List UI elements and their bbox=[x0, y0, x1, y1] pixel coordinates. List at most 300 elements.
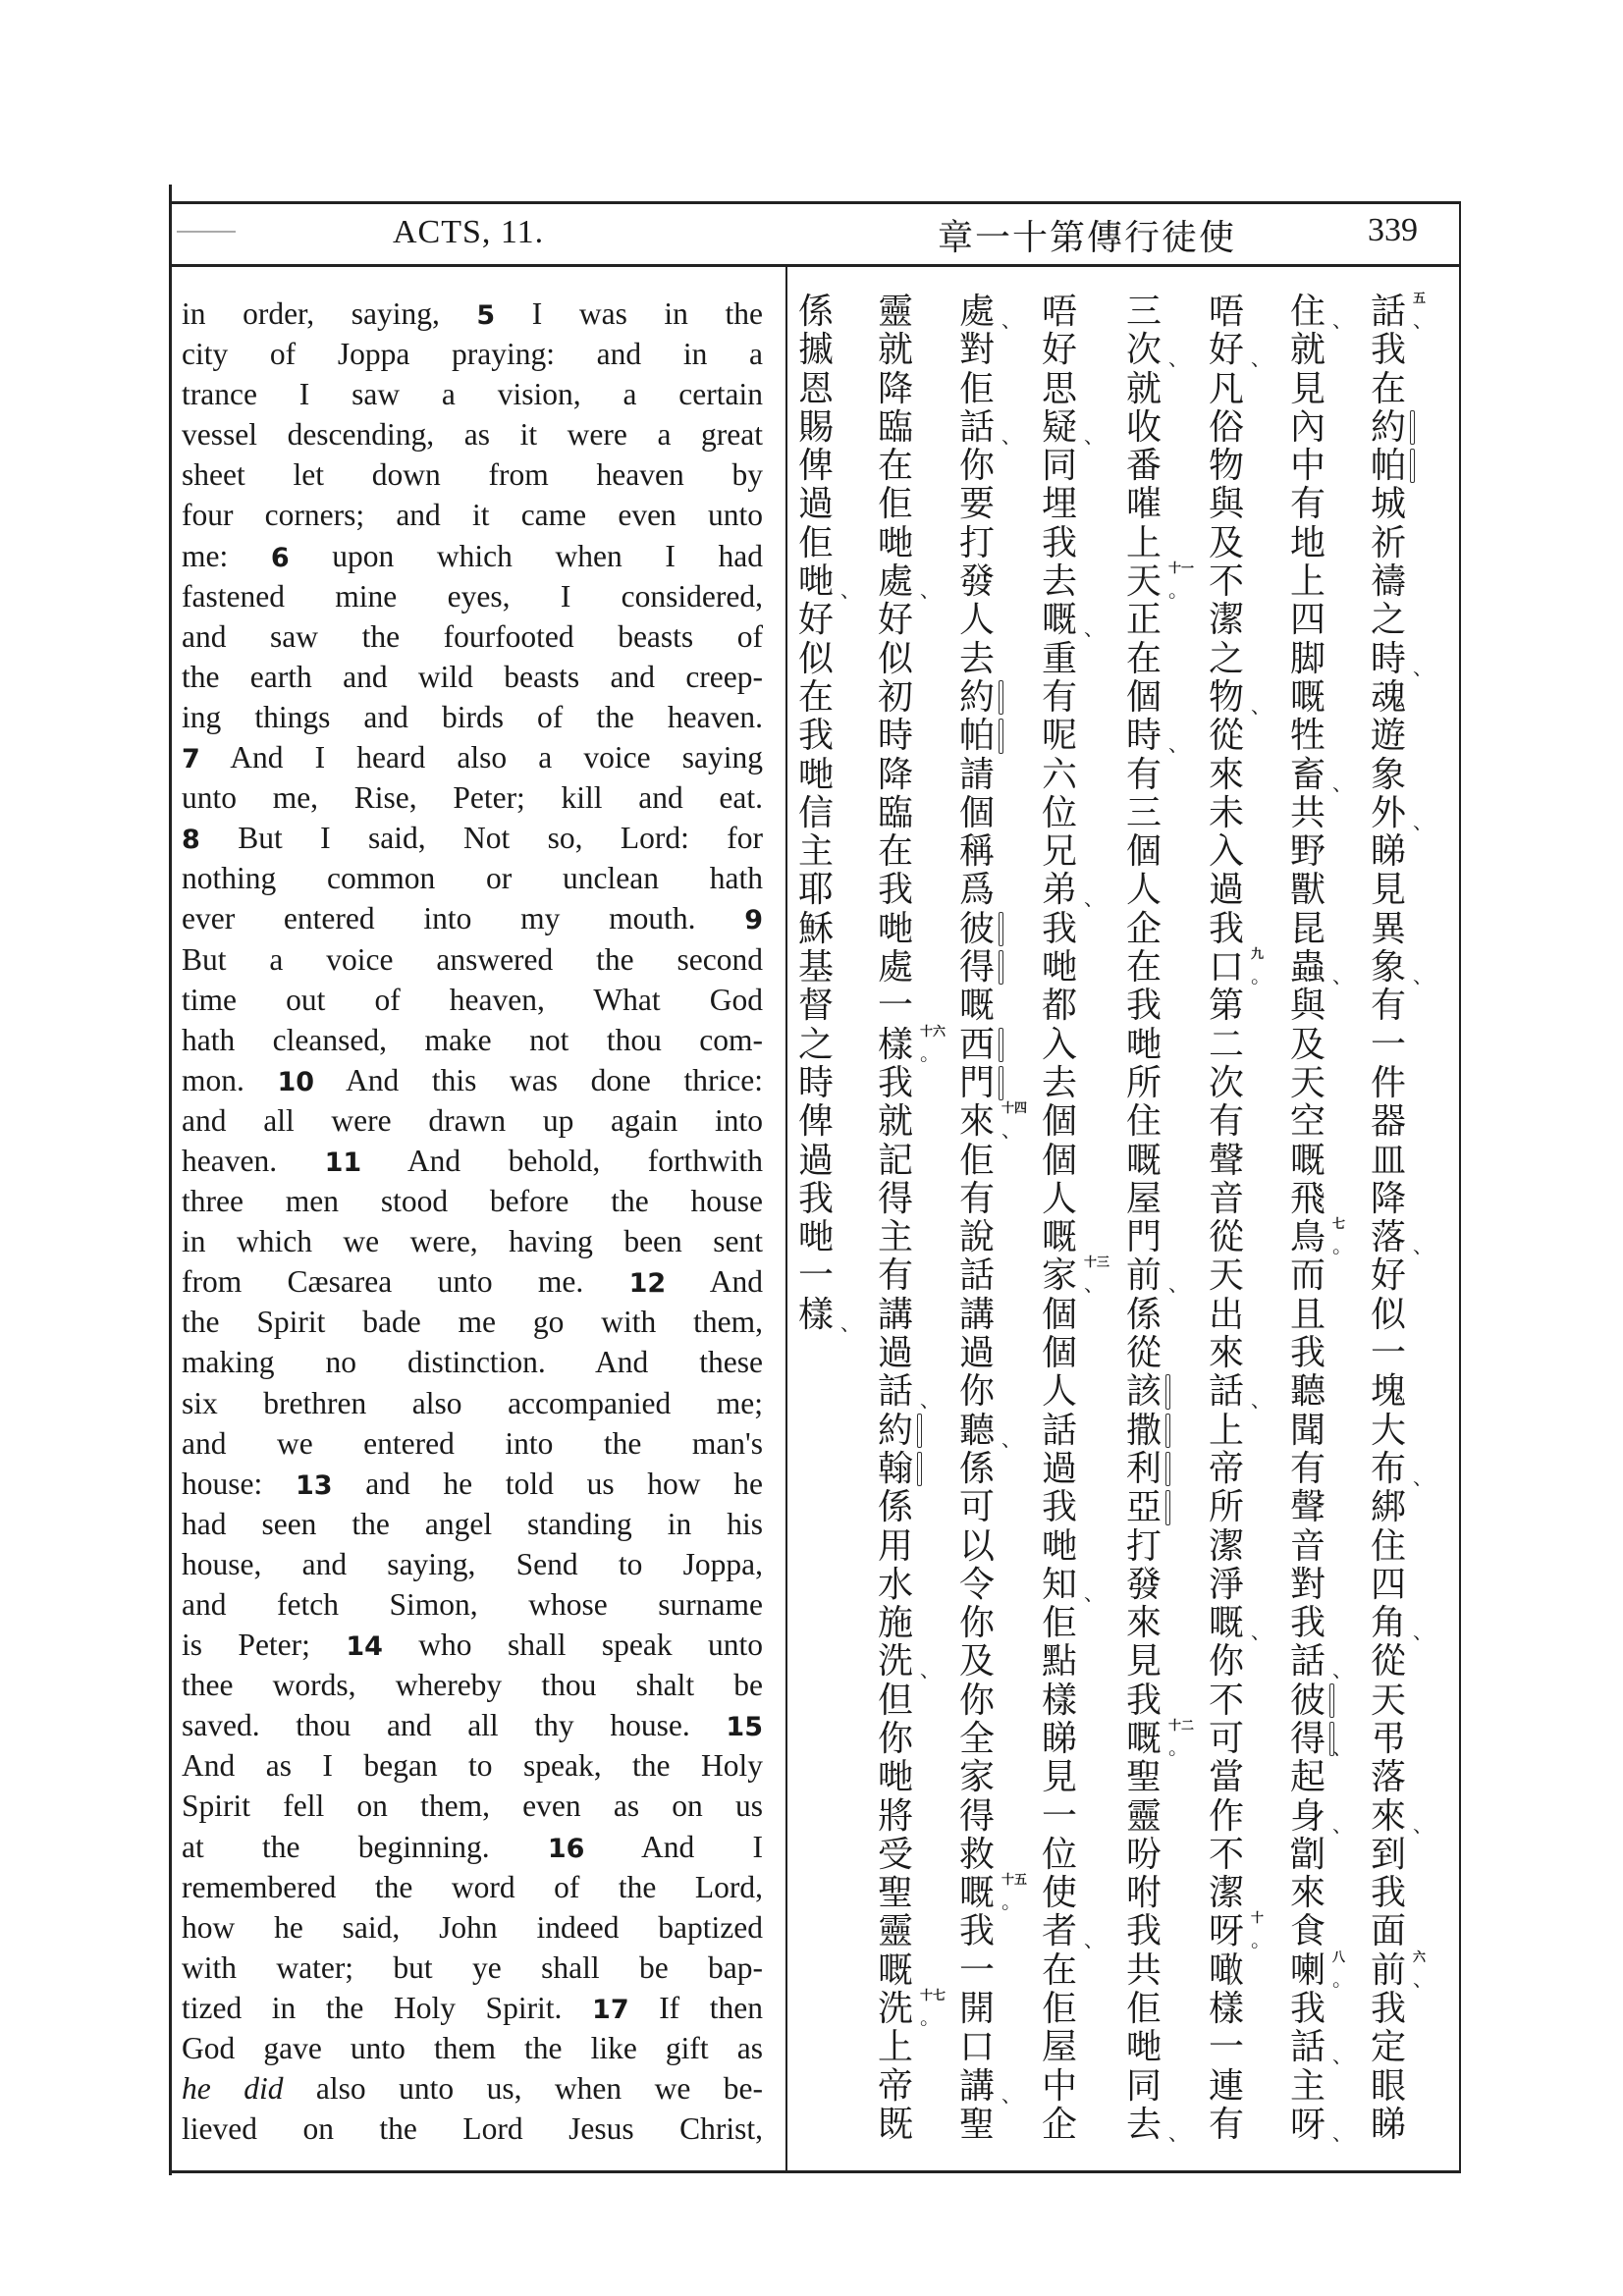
chinese-char: 噉 bbox=[1208, 1949, 1244, 1991]
punctuation: 。 bbox=[920, 2005, 940, 2030]
proper-name-char: 該 bbox=[1123, 1372, 1164, 1411]
text-line bbox=[182, 495, 763, 535]
punctuation: 、 bbox=[1168, 2120, 1188, 2145]
punctuation: 、 bbox=[1251, 347, 1271, 371]
chinese-char: 主 bbox=[877, 1217, 913, 1258]
chinese-char: 哋 bbox=[1041, 947, 1077, 988]
chinese-char: 件 bbox=[1370, 1062, 1406, 1103]
chinese-char: 去 bbox=[1041, 1062, 1077, 1103]
chinese-char: 用 bbox=[877, 1525, 913, 1567]
chinese-char: 弟 、 bbox=[1041, 870, 1104, 911]
chinese-char: 救 bbox=[958, 1834, 995, 1875]
chinese-char: 個 bbox=[958, 792, 995, 833]
chinese-char: 得 bbox=[958, 1795, 995, 1837]
chinese-char: 賜 bbox=[797, 406, 834, 448]
chinese-char: 嘅 。 十二 bbox=[1125, 1718, 1195, 1759]
text-line bbox=[182, 374, 763, 414]
text-line bbox=[182, 1060, 763, 1100]
text-run: with water; but ye shall be bap- bbox=[182, 1949, 763, 1985]
text-line bbox=[182, 294, 763, 334]
chinese-char: 落 bbox=[1370, 1757, 1406, 1798]
chinese-char: 話 bbox=[958, 1255, 995, 1297]
text-run: at the beginning. bbox=[182, 1829, 548, 1864]
chinese-char: 人 bbox=[1041, 1178, 1077, 1219]
chinese-char: 入 bbox=[1208, 831, 1244, 873]
chinese-char: 話 、 bbox=[877, 1371, 940, 1413]
chinese-char: 中 bbox=[1289, 446, 1325, 487]
chinese-char: 有 bbox=[1370, 986, 1406, 1027]
chinese-char: 督 bbox=[797, 986, 834, 1027]
punctuation: 、 bbox=[1413, 1812, 1433, 1837]
text-run: the Spirit bade me go with them, bbox=[182, 1305, 763, 1340]
text-run: had seen the angel standing in his bbox=[182, 1506, 763, 1541]
chinese-column bbox=[1287, 292, 1352, 2145]
text-run: and we entered into the man's bbox=[182, 1425, 763, 1461]
chinese-char: 在 bbox=[877, 446, 913, 487]
chinese-char: 佢 bbox=[797, 522, 834, 563]
chinese-char: 靈 bbox=[1125, 1795, 1162, 1837]
chinese-char: 都 bbox=[1041, 986, 1077, 1027]
chinese-char: 者 、 bbox=[1041, 1911, 1104, 1952]
verse-number: 7 bbox=[182, 744, 200, 775]
punctuation: 、 bbox=[1413, 1620, 1433, 1644]
punctuation: 。 bbox=[1001, 1890, 1021, 1914]
chinese-char: 所 bbox=[1125, 1062, 1162, 1103]
chinese-char: 外 、 bbox=[1370, 792, 1433, 833]
chinese-char: 人 bbox=[1041, 1371, 1077, 1413]
chinese-char: 係 bbox=[958, 1448, 995, 1489]
chinese-char: 一 bbox=[1041, 1795, 1077, 1837]
chinese-char: 打 bbox=[958, 522, 995, 563]
chinese-char: 嘅 bbox=[958, 986, 995, 1027]
punctuation: 、 bbox=[1084, 1272, 1104, 1297]
chinese-char: 好 bbox=[877, 600, 913, 641]
chinese-char: 見 bbox=[1370, 870, 1406, 911]
chinese-char: 耶 bbox=[797, 870, 834, 911]
chinese-char: 野 bbox=[1289, 831, 1325, 873]
chinese-char: 地 bbox=[1289, 522, 1325, 563]
text-line bbox=[182, 1988, 763, 2028]
punctuation: 、 bbox=[1168, 347, 1188, 371]
chinese-char: 當 bbox=[1208, 1757, 1244, 1798]
chinese-char: 佢 bbox=[877, 484, 913, 525]
chinese-char: 祈 bbox=[1370, 522, 1406, 563]
chinese-char: 哋 bbox=[877, 908, 913, 949]
text-line bbox=[182, 1625, 763, 1665]
chinese-char: 音 bbox=[1208, 1178, 1244, 1219]
chinese-char: 臨 bbox=[877, 792, 913, 833]
verse-marker: 十五 bbox=[1001, 1873, 1028, 1889]
chinese-char: 呀 、 bbox=[1289, 2104, 1352, 2145]
proper-name-char: 約 bbox=[875, 1412, 916, 1450]
proper-name-char: 西 bbox=[956, 1026, 998, 1064]
chinese-char: 我 bbox=[1370, 1873, 1406, 1914]
punctuation: 、 bbox=[1332, 308, 1352, 332]
chinese-char: 皿 bbox=[1370, 1140, 1406, 1181]
chinese-char: 有 bbox=[1041, 676, 1077, 718]
chinese-char: 之 bbox=[1208, 638, 1244, 679]
chinese-char: 我 bbox=[1370, 330, 1406, 371]
chinese-char: 而 bbox=[1289, 1255, 1325, 1297]
punctuation: 、 bbox=[1001, 308, 1021, 332]
chinese-char: 時 、 bbox=[1370, 638, 1433, 679]
chinese-char: 點 bbox=[1041, 1641, 1077, 1682]
chinese-char: 一 bbox=[1370, 1024, 1406, 1065]
chinese-char: 處 、 bbox=[958, 292, 1021, 332]
proper-name-char: 彼 bbox=[956, 910, 998, 948]
chinese-char: 作 bbox=[1208, 1795, 1244, 1837]
text-line bbox=[182, 1342, 763, 1382]
chinese-char: 及 bbox=[958, 1641, 995, 1682]
chinese-char: 睇 bbox=[1370, 831, 1406, 873]
chinese-char: 樣 bbox=[1041, 1680, 1077, 1721]
verse-marker: 十七 bbox=[920, 1989, 947, 2004]
chinese-char: 出 bbox=[1208, 1294, 1244, 1335]
chinese-char: 天 bbox=[1208, 1255, 1244, 1297]
text-run: vessel descending, as it were a great bbox=[182, 417, 763, 453]
chinese-char: 弔 bbox=[1370, 1718, 1406, 1759]
text-run: If then bbox=[628, 1990, 763, 2025]
chinese-char: 我 bbox=[1041, 522, 1077, 563]
chinese-char: 大 bbox=[1370, 1410, 1406, 1451]
chinese-char: 住 、 bbox=[1289, 292, 1352, 332]
chinese-char: 就 bbox=[877, 330, 913, 371]
chinese-char: 我 bbox=[1289, 1333, 1325, 1374]
chinese-char: 將 bbox=[877, 1795, 913, 1837]
chinese-char: 可 bbox=[1208, 1718, 1244, 1759]
chinese-char: 天 bbox=[1370, 1680, 1406, 1721]
punctuation: 。 bbox=[1332, 1234, 1352, 1258]
chinese-char: 靈 bbox=[877, 1911, 913, 1952]
chinese-char: 上 bbox=[1289, 561, 1325, 603]
punctuation: 、 bbox=[1001, 1426, 1021, 1451]
text-line bbox=[182, 1181, 763, 1221]
chinese-char: 我 bbox=[1208, 908, 1244, 949]
chinese-char: 講 、 bbox=[958, 2065, 1021, 2107]
chinese-char: 對 bbox=[958, 330, 995, 371]
chinese-char: 在 bbox=[1125, 947, 1162, 988]
chinese-char: 話 、 bbox=[958, 406, 1021, 448]
text-line bbox=[182, 414, 763, 454]
chinese-char: 哋 bbox=[797, 1217, 834, 1258]
chinese-char: 劏 bbox=[1289, 1834, 1325, 1875]
chinese-char: 有 bbox=[958, 1178, 995, 1219]
text-line bbox=[182, 1827, 763, 1867]
verse-number: 14 bbox=[346, 1631, 383, 1663]
chinese-char: 時 、 bbox=[1125, 716, 1188, 757]
chinese-char: 過 bbox=[797, 1140, 834, 1181]
chinese-char: 稱 bbox=[958, 831, 995, 873]
chinese-char: 淨 bbox=[1208, 1564, 1244, 1605]
chinese-char: 個 bbox=[1041, 1101, 1077, 1143]
bottom-rule bbox=[169, 2170, 1461, 2173]
chinese-char: 重 bbox=[1041, 638, 1077, 679]
chinese-char: 器 bbox=[1370, 1101, 1406, 1143]
verse-marker: 十六 bbox=[920, 1024, 947, 1040]
chinese-char: 哋 、 bbox=[797, 561, 860, 603]
chinese-char: 似 bbox=[1370, 1294, 1406, 1335]
chinese-char: 天 。 十一 bbox=[1125, 561, 1195, 603]
chinese-char: 我 bbox=[1125, 1911, 1162, 1952]
chinese-char: 定 bbox=[1370, 2027, 1406, 2068]
chinese-char: 位 bbox=[1041, 792, 1077, 833]
text-line bbox=[182, 1544, 763, 1584]
proper-name-char: 帕 bbox=[956, 717, 998, 755]
right-border bbox=[1459, 201, 1461, 2172]
chinese-char: 與 bbox=[1208, 484, 1244, 525]
text-run: ing things and birds of the heaven. bbox=[182, 699, 763, 734]
chinese-char: 好 bbox=[1370, 1255, 1406, 1297]
punctuation: 、 bbox=[1332, 1658, 1352, 1682]
chinese-char: 魂 bbox=[1370, 676, 1406, 718]
text-run: hath cleansed, make not thou com- bbox=[182, 1022, 763, 1057]
text-line bbox=[182, 777, 763, 818]
text-run: nothing common or unclean hath bbox=[182, 861, 763, 896]
text-line bbox=[182, 980, 763, 1020]
text-run: time out of heaven, What God bbox=[182, 982, 763, 1017]
proper-name-char: 撒 bbox=[1123, 1412, 1164, 1450]
chinese-char: 聽 bbox=[1289, 1371, 1325, 1413]
chinese-char: 上 bbox=[1125, 522, 1162, 563]
chinese-char: 聲 bbox=[1289, 1487, 1325, 1528]
text-run: saved. thou and all thy house. bbox=[182, 1708, 727, 1743]
italic-text: he did bbox=[182, 2071, 284, 2107]
text-run: And as I began to speak, the Holy bbox=[182, 1748, 763, 1784]
text-line bbox=[182, 2028, 763, 2068]
chinese-char: 去 bbox=[1041, 561, 1077, 603]
punctuation: 、 bbox=[840, 1310, 860, 1335]
chinese-char: 嘅 bbox=[1041, 1217, 1077, 1258]
chinese-char: 我 bbox=[797, 716, 834, 757]
chinese-char: 一 bbox=[1370, 1333, 1406, 1374]
punctuation: 、 bbox=[920, 578, 940, 603]
chinese-char: 記 bbox=[877, 1140, 913, 1181]
chinese-char: 得 bbox=[877, 1178, 913, 1219]
chinese-char: 喇 。 八 bbox=[1289, 1949, 1352, 1991]
chinese-char: 說 bbox=[958, 1217, 995, 1258]
chinese-char: 見 bbox=[1041, 1757, 1077, 1798]
chinese-char: 恩 bbox=[797, 368, 834, 409]
chinese-char: 口 。 九 bbox=[1208, 947, 1271, 988]
chinese-char: 令 bbox=[958, 1564, 995, 1605]
chinese-char: 佢 bbox=[1125, 1989, 1162, 2030]
chinese-char: 異 bbox=[1370, 908, 1406, 949]
text-run: in order, saying, bbox=[182, 296, 477, 331]
text-line bbox=[182, 1705, 763, 1745]
chinese-char: 哋 bbox=[1125, 2027, 1162, 2068]
chinese-char: 處 、 bbox=[877, 561, 940, 603]
text-line bbox=[182, 1665, 763, 1705]
text-run: house: bbox=[182, 1466, 296, 1501]
verse-number: 6 bbox=[270, 542, 290, 573]
chinese-char: 主 bbox=[1289, 2065, 1325, 2107]
chinese-char: 嗺 bbox=[1125, 484, 1162, 525]
punctuation: 、 bbox=[840, 578, 860, 603]
chinese-char: 聖 bbox=[877, 1873, 913, 1914]
text-line bbox=[182, 898, 763, 938]
chinese-char: 起 bbox=[1289, 1757, 1325, 1798]
chinese-char: 時 bbox=[797, 1062, 834, 1103]
text-line bbox=[182, 1504, 763, 1544]
chinese-char: 去 、 bbox=[1125, 2104, 1188, 2145]
chinese-char: 你 bbox=[958, 446, 995, 487]
punctuation: 、 bbox=[1332, 964, 1352, 988]
chinese-column bbox=[795, 292, 860, 1335]
verse-number: 16 bbox=[547, 1833, 585, 1864]
proper-name-char: 翰 bbox=[875, 1450, 916, 1488]
chinese-char: 落 、 bbox=[1370, 1217, 1433, 1258]
chinese-char: 上 bbox=[877, 2027, 913, 2068]
chinese-char: 施 bbox=[877, 1603, 913, 1644]
chinese-char: 聖 bbox=[958, 2104, 995, 2145]
chinese-char: 共 bbox=[1289, 792, 1325, 833]
chinese-char: 佢 bbox=[958, 1140, 995, 1181]
text-run: But I said, Not so, Lord: for bbox=[199, 821, 763, 856]
text-run: and fetch Simon, whose surname bbox=[182, 1587, 763, 1622]
chinese-char: 睇 bbox=[1041, 1718, 1077, 1759]
verse-marker: 十四 bbox=[1001, 1101, 1028, 1117]
chinese-char: 我 bbox=[1041, 908, 1077, 949]
chinese-char: 好 、 bbox=[1208, 330, 1271, 371]
text-run: and all were drawn up again into bbox=[182, 1102, 763, 1138]
text-line bbox=[182, 1221, 763, 1261]
verse-marker: 七 bbox=[1332, 1217, 1346, 1233]
chinese-char: 我 bbox=[877, 1062, 913, 1103]
chinese-char: 初 bbox=[877, 676, 913, 718]
punctuation: 、 bbox=[1251, 1388, 1271, 1413]
chinese-char: 降 bbox=[1370, 1178, 1406, 1219]
chinese-char: 及 bbox=[1289, 1024, 1325, 1065]
punctuation: 、 bbox=[1413, 308, 1433, 332]
punctuation: 、 bbox=[1084, 616, 1104, 641]
chinese-char: 思 bbox=[1041, 368, 1077, 409]
left-margin-line bbox=[169, 185, 172, 2175]
chinese-char: 洗 、 bbox=[877, 1641, 940, 1682]
chinese-char: 一 bbox=[958, 1949, 995, 1991]
text-run: But a voice answered the second bbox=[182, 941, 763, 977]
verse-number: 5 bbox=[476, 300, 496, 331]
chinese-char: 開 bbox=[958, 1989, 995, 2030]
chinese-char: 嘅 bbox=[1125, 1140, 1162, 1181]
chinese-char: 話 、 bbox=[1289, 2027, 1352, 2068]
chinese-char: 蟲 、 bbox=[1289, 947, 1352, 988]
chinese-char: 哋 bbox=[877, 1757, 913, 1798]
proper-name-char: 利 bbox=[1123, 1450, 1164, 1488]
chinese-char: 嘅 bbox=[1289, 1140, 1325, 1181]
text-run: unto me, Rise, Peter; kill and eat. bbox=[182, 780, 763, 816]
chinese-char: 穌 bbox=[797, 908, 834, 949]
chinese-char: 天 bbox=[1289, 1062, 1325, 1103]
chinese-char: 住 bbox=[1125, 1101, 1162, 1143]
text-line bbox=[182, 454, 763, 495]
chinese-char: 不 bbox=[1208, 561, 1244, 603]
chinese-char: 象 、 bbox=[1370, 947, 1433, 988]
text-line bbox=[182, 1867, 763, 1907]
proper-name-char: 帕 bbox=[1368, 447, 1409, 485]
verse-number: 13 bbox=[295, 1469, 333, 1501]
chinese-char: 在 bbox=[797, 676, 834, 718]
chinese-char: 有 bbox=[1289, 484, 1325, 525]
text-line bbox=[182, 1383, 763, 1423]
chinese-char: 上 bbox=[1208, 1410, 1244, 1451]
punctuation: 、 bbox=[1251, 1620, 1271, 1644]
text-run: how he said, John indeed baptized bbox=[182, 1909, 763, 1945]
chinese-char: 畜 、 bbox=[1289, 754, 1352, 795]
chinese-char: 但 bbox=[877, 1680, 913, 1721]
chinese-char: 三 bbox=[1125, 292, 1162, 332]
chinese-char: 牲 bbox=[1289, 716, 1325, 757]
chinese-char: 獸 bbox=[1289, 870, 1325, 911]
chinese-char: 身 、 bbox=[1289, 1795, 1352, 1837]
chinese-char: 係 bbox=[1125, 1294, 1162, 1335]
chinese-char: 從 bbox=[1370, 1641, 1406, 1682]
chinese-char: 角 、 bbox=[1370, 1603, 1433, 1644]
text-run: I was in the bbox=[495, 296, 763, 331]
chinese-char: 打 bbox=[1125, 1525, 1162, 1567]
chinese-char: 象 bbox=[1370, 754, 1406, 795]
text-line bbox=[182, 576, 763, 616]
chinese-char: 在 bbox=[1125, 638, 1162, 679]
chinese-column bbox=[956, 292, 1028, 2145]
chinese-char: 你 bbox=[877, 1718, 913, 1759]
chinese-char: 請 bbox=[958, 754, 995, 795]
chinese-char: 個 bbox=[1041, 1333, 1077, 1374]
text-line bbox=[182, 1584, 763, 1625]
chinese-char: 就 bbox=[877, 1101, 913, 1143]
text-run: And this was done thrice: bbox=[314, 1062, 763, 1097]
chinese-char: 話 、 bbox=[1208, 1371, 1271, 1413]
chinese-char: 番 bbox=[1125, 446, 1162, 487]
chinese-char: 及 bbox=[1208, 522, 1244, 563]
chinese-char: 我 bbox=[958, 1911, 995, 1952]
text-run: fastened mine eyes, I considered, bbox=[182, 578, 763, 614]
text-run: also unto us, when we be- bbox=[283, 2071, 764, 2107]
chinese-char: 嘅 bbox=[1289, 676, 1325, 718]
chinese-char: 來 bbox=[1208, 754, 1244, 795]
chinese-char: 次 、 bbox=[1125, 330, 1188, 371]
punctuation: 、 bbox=[1413, 1234, 1433, 1258]
chinese-char: 在 bbox=[1041, 1949, 1077, 1991]
text-line bbox=[182, 1464, 763, 1504]
text-run: tized in the Holy Spirit. bbox=[182, 1990, 593, 2025]
chinese-char: 嘅 。 十五 bbox=[958, 1873, 1028, 1914]
chinese-char: 鳥 。 七 bbox=[1289, 1217, 1352, 1258]
chinese-char: 有 bbox=[1289, 1448, 1325, 1489]
chinese-char: 來 bbox=[1125, 1603, 1162, 1644]
chinese-char: 我 bbox=[797, 1178, 834, 1219]
chinese-char: 知 、 bbox=[1041, 1564, 1104, 1605]
running-head-chinese: 章一十第傳行徒使 bbox=[938, 218, 1237, 257]
chinese-char: 佢 bbox=[1041, 1989, 1077, 2030]
chinese-char: 正 bbox=[1125, 600, 1162, 641]
chinese-char: 受 bbox=[877, 1834, 913, 1875]
chinese-char: 家 bbox=[958, 1757, 995, 1798]
chinese-char: 全 bbox=[958, 1718, 995, 1759]
chinese-char: 呀 。 十 bbox=[1208, 1911, 1271, 1952]
text-line bbox=[182, 697, 763, 737]
chinese-char: 塊 bbox=[1370, 1371, 1406, 1413]
chinese-char: 我 bbox=[1370, 1989, 1406, 2030]
chinese-char: 物 、 bbox=[1208, 676, 1271, 718]
verse-number: 10 bbox=[277, 1066, 315, 1097]
text-run: remembered the word of the Lord, bbox=[182, 1869, 763, 1904]
chinese-char: 有 bbox=[1125, 754, 1162, 795]
chinese-char: 見 bbox=[1289, 368, 1325, 409]
verse-marker: 十三 bbox=[1084, 1255, 1110, 1271]
chinese-char: 話 、 bbox=[1289, 1641, 1352, 1682]
chinese-char: 俗 bbox=[1208, 406, 1244, 448]
text-run: and saw the fourfooted beasts of bbox=[182, 618, 763, 654]
